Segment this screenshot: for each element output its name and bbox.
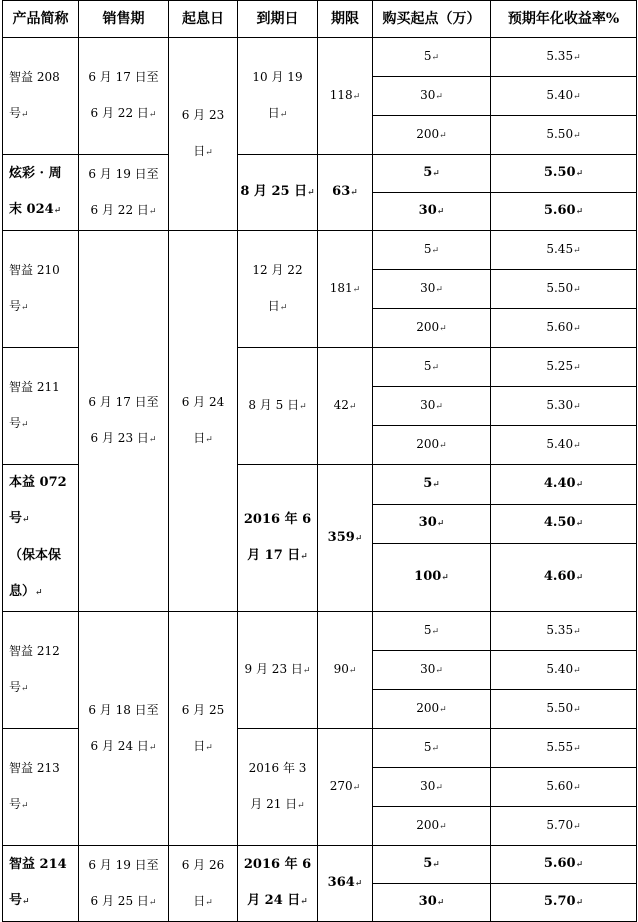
yield-cell: 4.50 ↵ [491,504,637,544]
yield-cell: 5.50 ↵ [491,270,637,309]
maturity-cell: 12 月 22 日 ↵ [238,231,318,348]
maturity-cell: 2016 年 3 月 21 日 ↵ [238,729,318,846]
min-purchase-cell: 30 ↵ [373,387,491,426]
yield-cell: 5.55 ↵ [491,729,637,768]
maturity-cell: 2016 年 6 月 17 日 ↵ [238,465,318,612]
yield-cell: 5.50 ↵ [491,690,637,729]
maturity-cell: 9 月 23 日 ↵ [238,612,318,729]
yield-cell: 5.70 ↵ [491,807,637,846]
table-row [3,155,637,193]
min-purchase-cell: 200 ↵ [373,309,491,348]
min-purchase-cell: 5 ↵ [373,348,491,387]
term-cell: 359 ↵ [318,465,373,612]
sale-period-cell: 6 月 18 日至 6 月 24 日 ↵ [79,612,169,846]
yield-cell: 5.60 ↵ [491,846,637,884]
min-purchase-cell: 5 ↵ [373,231,491,270]
yield-cell: 5.45 ↵ [491,231,637,270]
product-name-cell: 智益 212 号 ↵ [3,612,79,729]
min-purchase-cell: 30 ↵ [373,884,491,922]
yield-cell: 5.60 ↵ [491,768,637,807]
yield-cell: 5.50 ↵ [491,116,637,155]
min-purchase-cell: 5 ↵ [373,846,491,884]
maturity-cell: 10 月 19 日 ↵ [238,38,318,155]
table-row [3,38,637,77]
min-purchase-cell: 5 ↵ [373,155,491,193]
min-purchase-cell: 5 ↵ [373,465,491,505]
yield-cell: 5.35 ↵ [491,38,637,77]
product-name-cell: 本益 072 号 ↵ （保本保 息） ↵ [3,465,79,612]
sale-period-cell: 6 月 19 日至 6 月 22 日 ↵ [79,155,169,231]
product-table [2,0,637,922]
yield-cell: 5.70 ↵ [491,884,637,922]
header-value-date: 起息日 [169,1,238,38]
yield-cell: 5.60 ↵ [491,309,637,348]
maturity-cell: 8 月 25 日 ↵ [238,155,318,231]
min-purchase-cell: 30 ↵ [373,504,491,544]
table-row [3,846,637,884]
header-sale-period: 销售期 [79,1,169,38]
min-purchase-cell: 200 ↵ [373,116,491,155]
value-date-cell: 6 月 26 日 ↵ [169,846,238,922]
min-purchase-cell: 200 ↵ [373,690,491,729]
header-expected-yield: 预期年化收益率% [491,1,637,38]
min-purchase-cell: 200 ↵ [373,426,491,465]
term-cell: 63 ↵ [318,155,373,231]
sale-period-cell: 6 月 17 日至 6 月 23 日 ↵ [79,231,169,612]
term-cell: 181 ↵ [318,231,373,348]
maturity-cell: 2016 年 6 月 24 日 ↵ [238,846,318,922]
header-maturity: 到期日 [238,1,318,38]
sale-period-cell: 6 月 17 日至 6 月 22 日 ↵ [79,38,169,155]
yield-cell: 5.60 ↵ [491,193,637,231]
min-purchase-cell: 30 ↵ [373,651,491,690]
yield-cell: 5.40 ↵ [491,651,637,690]
min-purchase-cell: 100 ↵ [373,544,491,612]
term-cell: 42 ↵ [318,348,373,465]
header-term: 期限 [318,1,373,38]
table-row [3,231,637,270]
sale-period-cell: 6 月 19 日至 6 月 25 日 ↵ [79,846,169,922]
term-cell: 270 ↵ [318,729,373,846]
min-purchase-cell: 5 ↵ [373,612,491,651]
yield-cell: 5.40 ↵ [491,426,637,465]
product-name-cell: 智益 214 号 ↵ [3,846,79,922]
header-row [3,1,637,38]
yield-cell: 4.40 ↵ [491,465,637,505]
header-min-purchase: 购买起点（万） [373,1,491,38]
product-name-cell: 智益 208 号 ↵ [3,38,79,155]
header-name: 产品简称 [3,1,79,38]
yield-cell: 5.35 ↵ [491,612,637,651]
term-cell: 90 ↵ [318,612,373,729]
min-purchase-cell: 30 ↵ [373,768,491,807]
yield-cell: 5.30 ↵ [491,387,637,426]
min-purchase-cell: 30 ↵ [373,77,491,116]
term-cell: 118 ↵ [318,38,373,155]
product-name-cell: 智益 211 号 ↵ [3,348,79,465]
yield-cell: 5.40 ↵ [491,77,637,116]
min-purchase-cell: 30 ↵ [373,193,491,231]
term-cell: 364 ↵ [318,846,373,922]
min-purchase-cell: 200 ↵ [373,807,491,846]
value-date-cell: 6 月 25 日 ↵ [169,612,238,846]
yield-cell: 4.60 ↵ [491,544,637,612]
value-date-cell: 6 月 23 日 ↵ [169,38,238,231]
min-purchase-cell: 5 ↵ [373,729,491,768]
min-purchase-cell: 30 ↵ [373,270,491,309]
yield-cell: 5.25 ↵ [491,348,637,387]
product-name-cell: 炫彩 · 周 末 024 ↵ [3,155,79,231]
maturity-cell: 8 月 5 日 ↵ [238,348,318,465]
min-purchase-cell: 5 ↵ [373,38,491,77]
table-row [3,612,637,651]
yield-cell: 5.50 ↵ [491,155,637,193]
product-name-cell: 智益 213 号 ↵ [3,729,79,846]
product-name-cell: 智益 210 号 ↵ [3,231,79,348]
value-date-cell: 6 月 24 日 ↵ [169,231,238,612]
